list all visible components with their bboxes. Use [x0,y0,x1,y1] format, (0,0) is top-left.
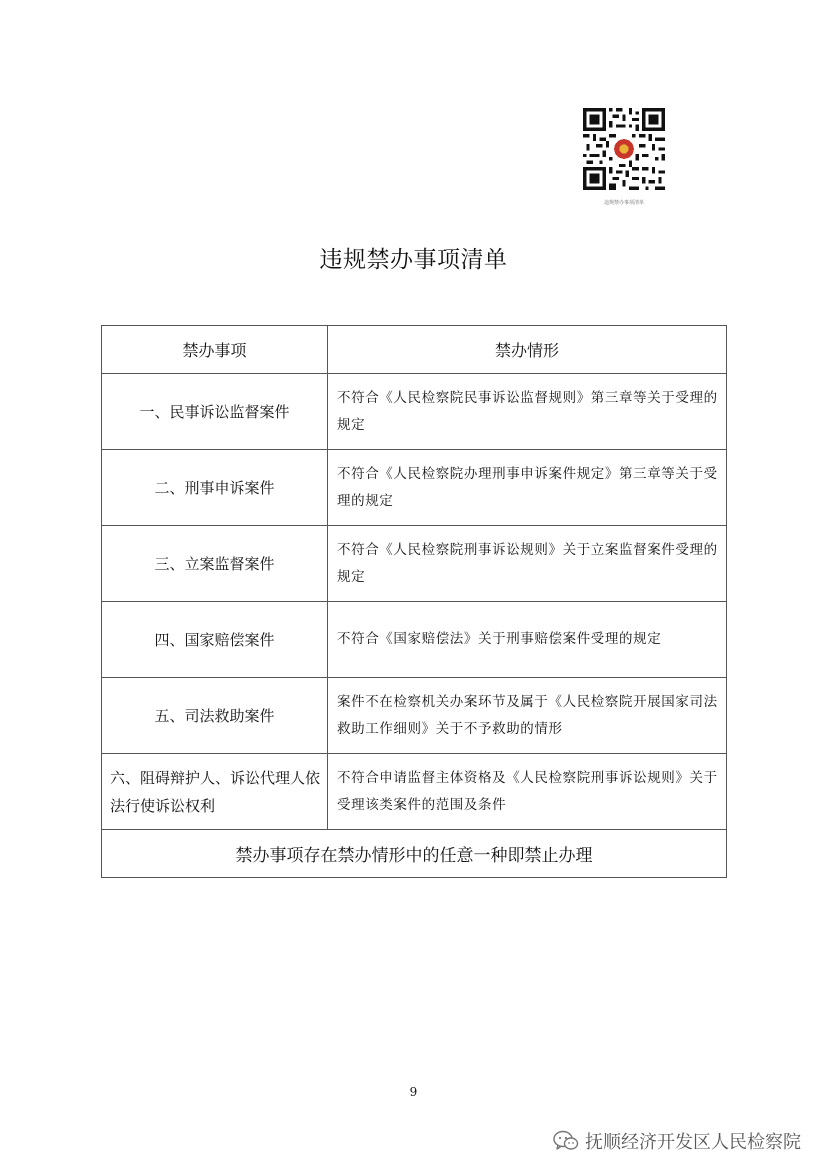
condition-cell: 不符合《人民检察院刑事诉讼规则》关于立案监督案件受理的规定 [328,526,727,602]
page-number: 9 [409,1085,418,1099]
item-cell: 二、刑事申诉案件 [102,450,328,526]
prohibited-items-table [101,325,727,878]
wechat-icon [553,1130,579,1152]
condition-cell: 不符合申请监督主体资格及《人民检察院刑事诉讼规则》关于受理该类案件的范围及条件 [328,754,727,830]
column-header: 禁办事项 [102,326,328,374]
item-cell: 三、立案监督案件 [102,526,328,602]
item-cell: 四、国家赔偿案件 [102,602,328,678]
qr-block [578,108,670,206]
table-footer-note: 禁办事项存在禁办情形中的任意一种即禁止办理 [102,830,727,878]
table-row [102,374,727,450]
item-cell: 六、阻碍辩护人、诉讼代理人依法行使诉讼权利 [102,754,328,830]
page-title: 违规禁办事项清单 [319,247,508,273]
table-row [102,526,727,602]
table-header-row [102,326,727,374]
watermark-text: 抚顺经济开发区人民检察院 [585,1132,801,1153]
condition-cell: 案件不在检察机关办案环节及属于《人民检察院开展国家司法救助工作细则》关于不予救助的情形 [328,678,727,754]
condition-cell: 不符合《国家赔偿法》关于刑事赔偿案件受理的规定 [328,602,727,678]
table-row [102,754,727,830]
table-row [102,450,727,526]
table-row [102,678,727,754]
condition-cell: 不符合《人民检察院民事诉讼监督规则》第三章等关于受理的规定 [328,374,727,450]
qr-caption: 违规禁办事项清单 [603,200,644,206]
column-header: 禁办情形 [328,326,727,374]
table-row [102,602,727,678]
qr-code-icon [583,108,665,190]
item-cell: 五、司法救助案件 [102,678,328,754]
item-cell: 一、民事诉讼监督案件 [102,374,328,450]
table-footer-row [102,830,727,878]
account-watermark [553,1128,801,1154]
condition-cell: 不符合《人民检察院办理刑事申诉案件规定》第三章等关于受理的规定 [328,450,727,526]
